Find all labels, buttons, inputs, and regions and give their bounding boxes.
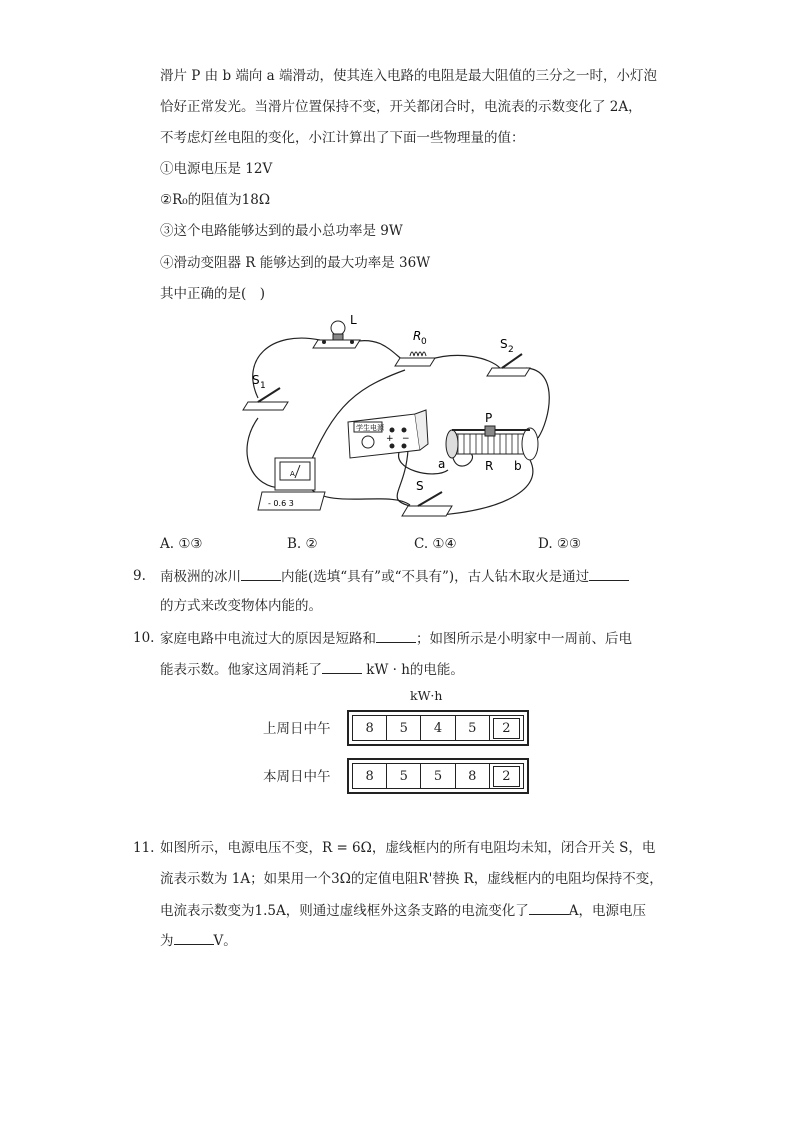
q9-number: 9.: [133, 568, 146, 584]
q8-question: 其中正确的是( ): [160, 286, 266, 302]
s1-label: S: [252, 373, 260, 387]
q10-text-1: 家庭电路中电流过大的原因是短路和: [160, 631, 376, 647]
switch-s2: [487, 337, 530, 376]
q10-text-3: 能表示数。他家这周消耗了: [160, 662, 322, 678]
rheostat-r-label: R: [485, 459, 494, 473]
q11-text-1: 电流表示数变为1.5A，则通过虚线框外这条支路的电流变化了: [160, 903, 529, 919]
slider-p-label: P: [485, 411, 493, 425]
q11-number: 11.: [133, 840, 155, 856]
q11-line-2: 流表示数为 1A；如果用一个3Ω的定值电阻R'替换 R，虚线框内的电阻均保持不变，: [160, 871, 663, 887]
lamp-label: L: [350, 313, 357, 327]
r0-subscript: 0: [421, 337, 427, 347]
power-supply: [348, 410, 428, 458]
circuit-figure: [230, 310, 560, 530]
q9-blank-1[interactable]: [241, 566, 281, 581]
q10-number: 10.: [133, 630, 155, 646]
meter-row-1: [347, 710, 529, 746]
r0-label: R: [413, 329, 422, 343]
meter-1-digit-2: 5: [387, 716, 421, 740]
meter-1-decimal: [490, 716, 523, 740]
q10-blank-1[interactable]: [376, 628, 416, 643]
q8-line-1: 滑片 P 由 b 端向 a 端滑动，使其连入电路的电阻是最大阻值的三分之一时，小灯泡: [160, 68, 658, 84]
q8-statement-4: ④滑动变阻器 R 能够达到的最大功率是 36W: [160, 255, 431, 271]
q11-line-3: [160, 900, 646, 921]
q8-statement-2: ②R₀的阻值为18Ω: [160, 192, 271, 208]
meter-row-1-label: 上周日中午: [263, 721, 331, 737]
q10-line-2: [160, 659, 464, 680]
end-a-label: a: [438, 457, 446, 471]
meter-1-digit-4: 5: [456, 716, 490, 740]
q11-blank-2[interactable]: [174, 930, 214, 945]
meter-2-digit-4: 8: [456, 764, 490, 788]
ammeter-label: A: [290, 470, 295, 478]
meter-row-2-label: 本周日中午: [263, 769, 331, 785]
rheostat-r: [438, 411, 538, 473]
svg-text:+: +: [386, 434, 394, 444]
supply-title: 学生电源: [356, 424, 384, 432]
ammeter-terminals: - 0.6 3: [268, 499, 294, 508]
q11-text-3: 为: [160, 933, 174, 949]
option-c[interactable]: C. ①④: [414, 536, 457, 552]
q8-line-3: 不考虑灯丝电阻的变化，小江计算出了下面一些物理量的值：: [160, 130, 525, 146]
q8-statement-1: ①电源电压是 12V: [160, 161, 273, 177]
meter-2-digit-1: 8: [353, 764, 387, 788]
s1-subscript: 1: [260, 381, 266, 391]
option-d[interactable]: D. ②③: [538, 536, 582, 552]
q11-line-1: 如图所示，电源电压不变，R = 6Ω，虚线框内的所有电阻均未知，闭合开关 S，电: [160, 840, 656, 856]
q9-blank-2[interactable]: [589, 566, 629, 581]
q11-blank-1[interactable]: [529, 900, 569, 915]
ammeter: [258, 458, 325, 510]
q9-line-1: [160, 566, 629, 587]
meter-1-digit-3: 4: [421, 716, 455, 740]
meter-row-2: [347, 758, 529, 794]
q11-line-4: [160, 930, 237, 951]
meter-2-digit-3: 5: [421, 764, 455, 788]
resistor-r0: [395, 329, 435, 366]
meter-2-digit-2: 5: [387, 764, 421, 788]
s-label: S: [416, 479, 424, 493]
q10-text-4: kW · h的电能。: [366, 662, 464, 678]
switch-s: [402, 479, 452, 516]
q10-blank-2[interactable]: [322, 659, 362, 674]
end-b-label: b: [514, 459, 522, 473]
q11-text-2: A，电源电压: [568, 903, 646, 919]
option-b[interactable]: B. ②: [287, 536, 318, 552]
q11-text-4: V。: [213, 933, 237, 949]
meter-unit: kW·h: [410, 688, 443, 703]
q9-text-1: 南极洲的冰川: [160, 569, 241, 585]
q10-line-1: [160, 628, 632, 649]
q10-text-2: ；如图所示是小明家中一周前、后电: [416, 631, 632, 647]
switch-s1: [243, 373, 288, 410]
q8-statement-3: ③这个电路能够达到的最小总功率是 9W: [160, 223, 403, 239]
q9-text-2: 内能(选填“具有”或“不具有”)，古人钻木取火是通过: [281, 569, 590, 585]
meter-2-decimal-value: 2: [493, 766, 519, 787]
s2-subscript: 2: [508, 345, 514, 355]
q8-line-2: 恰好正常发光。当滑片位置保持不变，开关都闭合时，电流表的示数变化了 2A，: [160, 99, 642, 115]
meter-1-digit-1: 8: [353, 716, 387, 740]
option-a[interactable]: A. ①③: [160, 536, 203, 552]
lamp-l: [313, 313, 360, 348]
q9-line-2: 的方式来改变物体内能的。: [160, 598, 322, 614]
meter-2-decimal: [490, 764, 523, 788]
s2-label: S: [500, 337, 508, 351]
meter-1-decimal-value: 2: [493, 718, 519, 739]
svg-text:−: −: [402, 434, 410, 444]
